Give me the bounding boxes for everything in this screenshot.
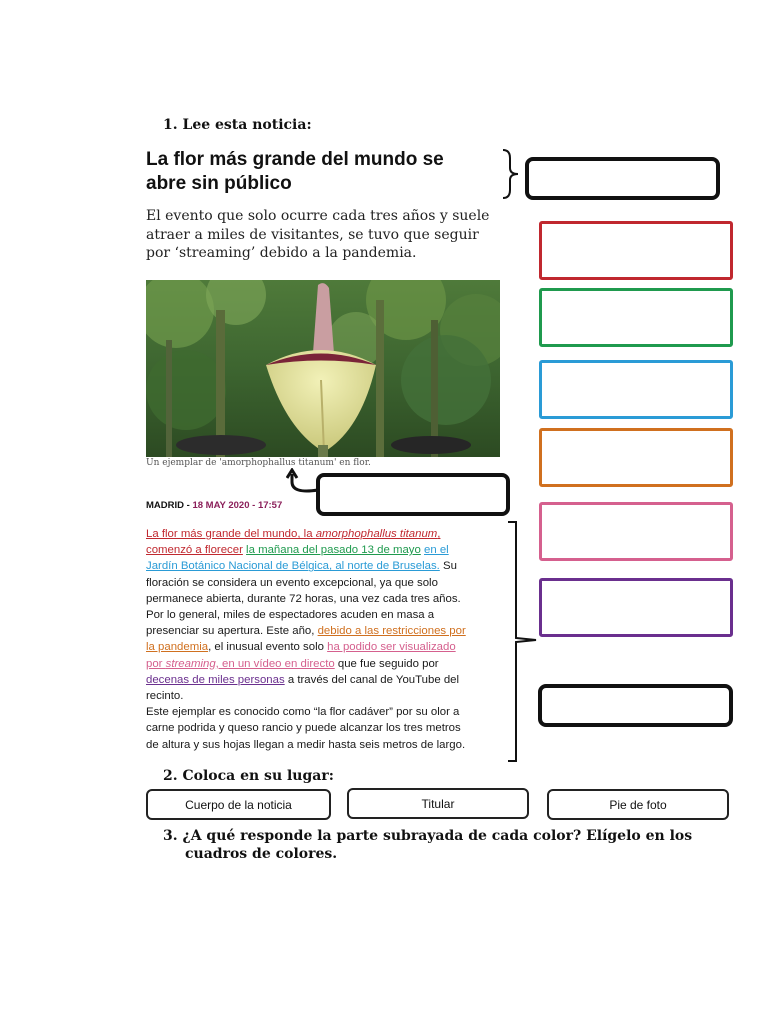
subhead-line-3: por ‘streaming’ debido a la pandemia.: [146, 245, 417, 261]
underline-pink-italic: streaming: [165, 657, 216, 670]
underline-red-comma: ,: [437, 528, 441, 540]
blue-answer-box[interactable]: [539, 360, 733, 419]
body-text-run: presenciar su apertura. Este año,: [146, 625, 318, 638]
body-line: Por lo general, miles de espectadores acuden en masa a: [146, 609, 435, 622]
question-3-label: [163, 827, 692, 863]
underline-red-italic: amorphophallus titanum: [315, 528, 438, 540]
body-text-run: , el inusual evento solo: [208, 641, 328, 654]
dateline: [146, 500, 282, 511]
photo-caption: Un ejemplar de 'amorphophallus titanum' en flor.: [146, 458, 371, 468]
body-line: [146, 526, 506, 542]
caption-answer-box[interactable]: [316, 473, 510, 516]
green-answer-box[interactable]: [539, 288, 733, 347]
dateline-city: MADRID: [146, 500, 184, 511]
article-headline: [146, 148, 506, 196]
headline-answer-box[interactable]: [525, 157, 720, 200]
underline-orange-part-2: la pandemia: [146, 641, 209, 654]
body-line: [146, 558, 506, 574]
pink-answer-box[interactable]: [539, 502, 733, 561]
underline-purple: decenas de miles personas: [146, 673, 285, 686]
underline-pink-part-1: ha podido ser visualizado: [327, 641, 456, 654]
article-subheadline: [146, 207, 516, 263]
underline-red-part-2: comenzó a florecer: [146, 544, 243, 557]
body-line: [146, 623, 506, 639]
body-line: [146, 639, 506, 655]
body-bracket: [506, 520, 540, 765]
question-2-label: 2. Coloca en su lugar:: [163, 768, 334, 784]
body-line: permanece abierta, durante 72 horas, una vez cada tres años.: [146, 592, 461, 605]
body-line: recinto.: [146, 690, 184, 703]
dateline-date: 18 MAY 2020 - 17:57: [192, 500, 283, 511]
body-line: [146, 672, 506, 688]
caption-arrow: [286, 468, 320, 498]
red-answer-box[interactable]: [539, 221, 733, 280]
body-text-run: a través del canal de YouTube del: [284, 673, 460, 686]
subhead-line-1: El evento que solo ocurre cada tres años y suele: [146, 208, 490, 224]
underline-pink-part-2: por: [146, 657, 166, 670]
question-3-line-2: cuadros de colores.: [185, 846, 338, 862]
headline-line-1: La flor más grande del mundo se: [146, 149, 444, 170]
body-text-run: que fue seguido por: [334, 657, 439, 670]
option-titular[interactable]: Titular: [347, 788, 529, 819]
underline-green: la mañana del pasado 13 de mayo: [246, 544, 421, 557]
headline-line-2: abre sin público: [146, 173, 292, 194]
article-body: [146, 526, 506, 753]
body-answer-box[interactable]: [538, 684, 733, 727]
body-line: de altura y sus hojas llegan a medir hasta seis metros de largo.: [146, 738, 466, 751]
orange-answer-box[interactable]: [539, 428, 733, 487]
body-line: [146, 656, 506, 672]
purple-answer-box[interactable]: [539, 578, 733, 637]
underline-blue-part-1: en el: [424, 544, 449, 557]
body-line: [146, 542, 506, 558]
option-cuerpo-de-la-noticia[interactable]: Cuerpo de la noticia: [146, 789, 331, 820]
option-pie-de-foto[interactable]: Pie de foto: [547, 789, 729, 820]
underline-red-part-1: La flor más grande del mundo, la: [146, 528, 316, 540]
body-line: Este ejemplar es conocido como “la flor cadáver” por su olor a: [146, 706, 460, 719]
dateline-separator: -: [184, 500, 193, 511]
question-3-line-1: 3. ¿A qué responde la parte subrayada de cada color? Elígelo en los: [163, 828, 693, 844]
body-line: carne podrida y queso rancio y puede alcanzar los tres metros: [146, 722, 461, 735]
body-line: floración se considera un evento excepcional, ya que solo: [146, 576, 438, 589]
headline-brace: [500, 148, 524, 200]
flower-photo: [146, 280, 500, 457]
underline-pink-part-3: , en un vídeo en directo: [215, 657, 335, 670]
underline-orange-part-1: debido a las restricciones por: [317, 625, 466, 638]
underline-blue-part-2: Jardín Botánico Nacional de Bélgica, al norte de Bruselas.: [146, 560, 440, 573]
body-text-run: Su: [439, 560, 457, 573]
question-1-label: 1. Lee esta noticia:: [163, 117, 312, 133]
subhead-line-2: atraer a miles de visitantes, se tuvo que seguir: [146, 226, 479, 243]
